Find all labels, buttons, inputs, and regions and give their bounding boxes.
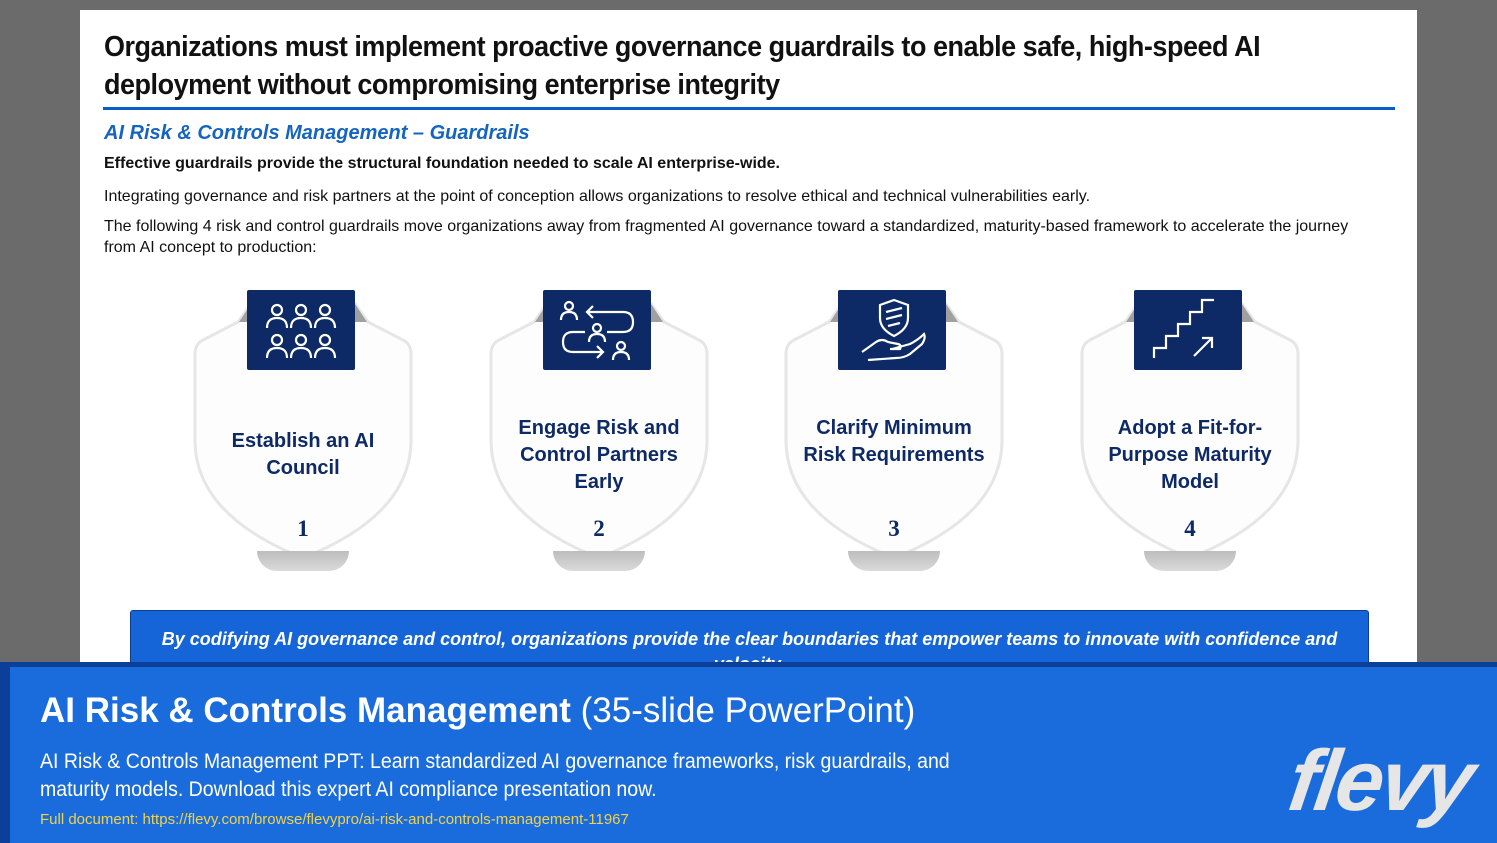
card-label: Adopt a Fit-for-Purpose Maturity Model [1108, 417, 1272, 493]
guardrail-card-1 [191, 290, 415, 580]
banner-title [40, 691, 915, 731]
card-base [257, 551, 349, 571]
banner-title-bold: AI Risk & Controls Management [40, 691, 571, 730]
slide-title-line-1: Organizations must implement proactive governance guardrails to enable safe, high-speed AI [104, 31, 1261, 63]
body-paragraph-2: The following 4 risk and control guardrails move organizations away from fragmented AI governance toward a standardized, maturity-based framework to accelerate the journey from AI concept to production: [104, 218, 1349, 256]
full-document-link[interactable]: Full document: https://flevy.com/browse/flevypro/ai-risk-and-controls-management-11967 [40, 811, 629, 828]
lead-statement: Effective guardrails provide the structural foundation needed to scale AI enterprise-wide. [104, 155, 780, 172]
body-paragraph-1: Integrating governance and risk partners at the point of conception allows organizations to resolve ethical and technical vulnerabilities early. [104, 188, 1091, 205]
slide-title-line-2: deployment without compromising enterprise integrity [104, 69, 780, 101]
card-label: Establish an AI Council [231, 430, 375, 479]
slide [80, 10, 1417, 670]
card-base [1144, 551, 1236, 571]
card-label: Engage Risk and Control Partners Early [518, 417, 680, 493]
callout-text: By codifying AI governance and control, organizations provide the clear boundaries that empower teams to innovate with confidence and [161, 629, 1338, 649]
stairs-growth-icon [1134, 290, 1242, 370]
card-number: 3 [888, 516, 900, 541]
guardrail-card-2 [487, 290, 711, 580]
collaboration-icon [543, 290, 651, 370]
flevy-logo[interactable]: flevy [1283, 733, 1478, 829]
card-number: 2 [593, 516, 605, 541]
card-number: 1 [297, 516, 309, 541]
callout-box [130, 610, 1369, 670]
people-group-icon [247, 290, 355, 370]
guardrail-card-3 [782, 290, 1006, 580]
card-label: Clarify Minimum Risk Requirements [803, 417, 985, 466]
card-number: 4 [1184, 516, 1196, 541]
slide-title [104, 28, 1304, 104]
promo-banner-panel [10, 667, 1497, 843]
card-base [553, 551, 645, 571]
card-base [848, 551, 940, 571]
guardrail-card-4 [1078, 290, 1302, 580]
title-divider [103, 107, 1395, 110]
promo-banner [0, 662, 1497, 843]
banner-description: AI Risk & Controls Management PPT: Learn standardized AI governance frameworks, risk guardrails, and maturity models. Download this expert AI compliance presentation now. [40, 750, 950, 801]
shield-hand-icon [838, 290, 946, 370]
section-subtitle: AI Risk & Controls Management – Guardrails [104, 122, 530, 144]
banner-title-light: (35-slide PowerPoint) [580, 691, 916, 730]
